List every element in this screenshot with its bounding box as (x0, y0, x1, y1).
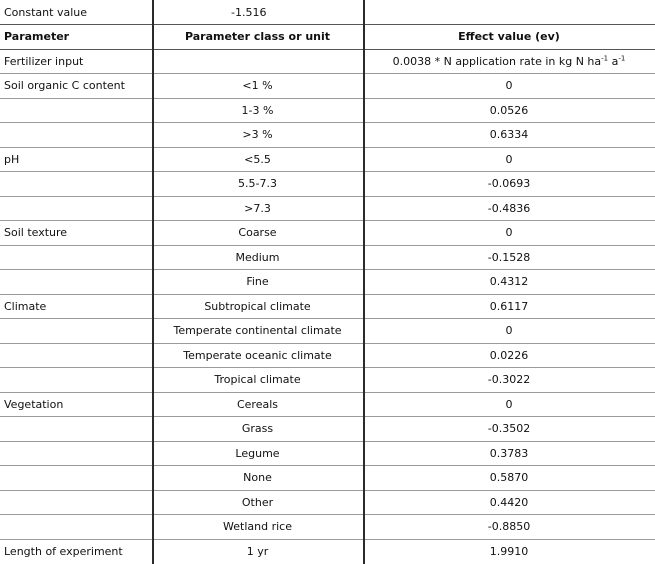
row-class: None (243, 471, 272, 485)
table-row (0, 246, 655, 271)
table-row (0, 172, 655, 197)
row-parameter: Climate (4, 299, 47, 313)
data-rows (0, 74, 655, 564)
row-class: Other (241, 495, 274, 509)
row-class: 5.5-7.3 (238, 177, 277, 191)
column-divider-1 (152, 0, 154, 564)
table-row (0, 270, 655, 295)
table-row (0, 515, 655, 540)
table-row (0, 368, 655, 393)
row-class: Wetland rice (223, 520, 292, 534)
row-effect: 0 (505, 152, 513, 166)
row-class: Temperate oceanic climate (183, 348, 332, 362)
header-effect: Effect value (ev) (458, 30, 560, 44)
constant-label: Constant value (4, 5, 87, 19)
header-row (0, 25, 655, 50)
row-effect: 0 (505, 324, 513, 338)
table-row (0, 417, 655, 442)
row-class: <1 % (242, 79, 273, 93)
table-row (0, 540, 655, 564)
fertilizer-sup-1: -1 (601, 54, 609, 63)
table-row (0, 123, 655, 148)
header-parameter: Parameter (4, 30, 70, 44)
row-class: Coarse (238, 226, 277, 240)
row-effect: 0 (505, 397, 513, 411)
row-class: 1-3 % (241, 103, 274, 117)
row-class: >3 % (242, 128, 273, 142)
row-class: Medium (235, 250, 280, 264)
row-parameter: Length of experiment (4, 545, 123, 559)
row-effect: -0.3022 (487, 373, 531, 387)
row-effect: 0.3783 (489, 446, 529, 460)
row-effect: 0.6117 (489, 299, 529, 313)
row-effect: 0.0526 (489, 103, 529, 117)
row-effect: 0 (505, 226, 513, 240)
row-class: 1 yr (246, 545, 269, 559)
table-row (0, 197, 655, 222)
fertilizer-row (0, 50, 655, 75)
row-class: Legume (235, 446, 280, 460)
fertilizer-sup-2: -1 (618, 54, 626, 63)
table-row (0, 442, 655, 467)
row-effect: -0.8850 (487, 520, 531, 534)
row-effect: -0.3502 (487, 422, 531, 436)
row-effect: -0.0693 (487, 177, 531, 191)
row-effect: -0.4836 (487, 201, 531, 215)
fertilizer-parameter: Fertilizer input (4, 54, 84, 68)
table-row (0, 344, 655, 369)
fertilizer-effect-prefix: 0.0038 * N application rate in kg N ha (392, 54, 602, 68)
table-row (0, 295, 655, 320)
table-row (0, 319, 655, 344)
table-row (0, 148, 655, 173)
row-class: Fine (246, 275, 269, 289)
row-class: Tropical climate (214, 373, 301, 387)
row-effect: 0.6334 (489, 128, 529, 142)
table-row (0, 74, 655, 99)
row-parameter: Vegetation (4, 397, 64, 411)
table-row (0, 99, 655, 124)
fertilizer-effect (363, 55, 655, 68)
column-divider-2 (363, 0, 365, 564)
row-effect: 0 (505, 79, 513, 93)
row-class: Temperate continental climate (173, 324, 342, 338)
table-row (0, 491, 655, 516)
row-class: Cereals (236, 397, 279, 411)
row-effect: 0.4312 (489, 275, 529, 289)
constant-value: -1.516 (231, 5, 267, 19)
row-effect: 0.4420 (489, 495, 529, 509)
fertilizer-effect-mid: a (608, 54, 619, 68)
row-parameter: pH (4, 152, 20, 166)
table-row (0, 393, 655, 418)
row-parameter: Soil texture (4, 226, 68, 240)
row-effect: 0.5870 (489, 471, 529, 485)
row-effect: 0.0226 (489, 348, 529, 362)
table-row (0, 466, 655, 491)
table-row (0, 221, 655, 246)
row-parameter: Soil organic C content (4, 79, 125, 93)
header-class: Parameter class or unit (184, 30, 331, 44)
row-class: Grass (241, 422, 274, 436)
row-class: Subtropical climate (204, 299, 311, 313)
row-effect: -0.1528 (487, 250, 531, 264)
row-class: >7.3 (244, 201, 271, 215)
constant-row (0, 0, 655, 25)
row-effect: 1.9910 (489, 545, 529, 559)
row-class: <5.5 (244, 152, 271, 166)
